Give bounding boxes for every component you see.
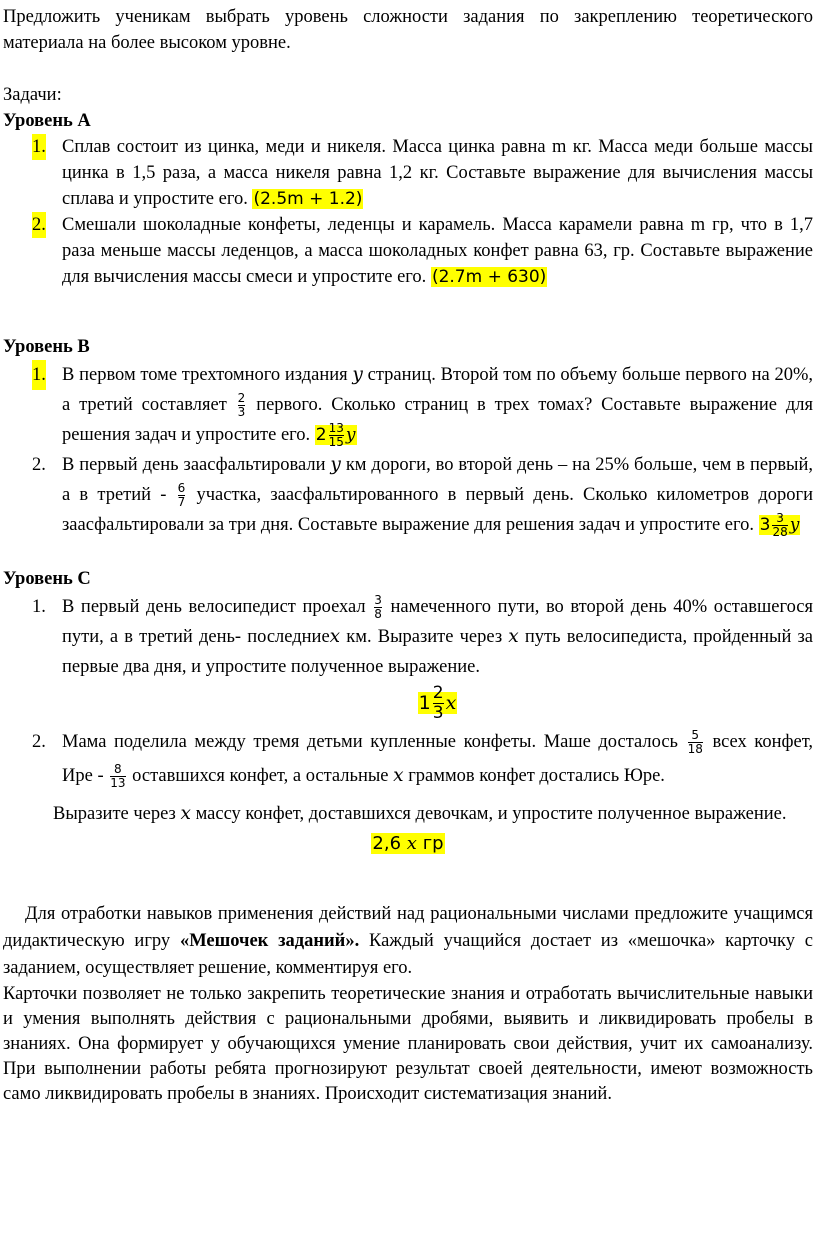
level-b-task-2 bbox=[3, 450, 813, 540]
task-text-part: граммов конфет достались Юре. bbox=[408, 766, 665, 786]
task-answer bbox=[371, 833, 444, 854]
math-variable: x bbox=[445, 692, 457, 714]
task-answer bbox=[759, 510, 801, 539]
task-answer: (2.7m + 630) bbox=[431, 267, 547, 287]
level-a-title: Уровень А bbox=[3, 111, 91, 131]
math-variable: x bbox=[406, 833, 417, 854]
fraction-denominator: 7 bbox=[177, 495, 186, 510]
fraction-numerator: 3 bbox=[776, 510, 784, 525]
fraction-denominator: 18 bbox=[687, 742, 703, 757]
task-number: 2. bbox=[32, 212, 46, 238]
task-number: 2. bbox=[32, 455, 46, 475]
fraction-denominator: 13 bbox=[110, 776, 126, 791]
task-answer bbox=[315, 420, 357, 449]
math-variable: y bbox=[352, 364, 363, 385]
fraction-numerator: 5 bbox=[691, 728, 700, 743]
fraction-numerator: 13 bbox=[328, 420, 344, 435]
math-variable: y bbox=[330, 454, 341, 475]
task-text-part: первого. Сколько страниц в трех томах? Составьте выражение для решения задач и упростите его. bbox=[62, 395, 813, 445]
answer-whole: 3 bbox=[759, 515, 771, 535]
task-text-part: В первом томе трехтомного издания bbox=[62, 365, 348, 385]
fraction bbox=[374, 594, 382, 621]
level-c-task-2-continuation bbox=[3, 801, 813, 827]
answer-fraction bbox=[433, 684, 444, 723]
math-variable: x bbox=[508, 626, 519, 647]
answer-whole: 1 bbox=[418, 692, 431, 714]
level-c-title: Уровень С bbox=[3, 569, 91, 589]
intro-paragraph: Предложить ученикам выбрать уровень сложности задания по закреплению теоретического материала на более высоком уровне. bbox=[3, 7, 813, 53]
task-number: 1. bbox=[32, 134, 46, 160]
answer-whole: 2 bbox=[315, 425, 327, 445]
task-answer bbox=[418, 683, 458, 723]
math-variable: x bbox=[329, 626, 341, 647]
fraction-denominator: 28 bbox=[772, 524, 788, 539]
level-c-task-2 bbox=[3, 725, 813, 793]
fraction-denominator: 3 bbox=[432, 703, 444, 723]
task-text: Смешали шоколадные конфеты, леденцы и карамель. Масса карамели равна m гр, что в 1,7 раза меньше массы леденцов, а масса шоколадных конфет равна 63, гр. Составьте выражение для вычисления массы смеси и упростите его. bbox=[62, 215, 813, 287]
level-c-task-1 bbox=[3, 592, 813, 725]
game-text: Для отработки навыков применения действий над рациональными числами предложите учащимся дидактическую игру bbox=[3, 904, 813, 951]
document-page bbox=[3, 4, 813, 1107]
answer-value: 2,6 bbox=[372, 833, 402, 854]
fraction bbox=[688, 729, 703, 756]
fraction-denominator: 15 bbox=[328, 434, 344, 449]
tasks-heading: Задачи: bbox=[3, 85, 62, 105]
fraction-numerator: 3 bbox=[374, 593, 382, 608]
fraction-numerator: 2 bbox=[237, 391, 246, 406]
game-text: Каждый учащийся достает из «мешочка» карточку с заданием, осуществляет решение, комментируя его. bbox=[3, 931, 813, 978]
task-text-part: В первый день заасфальтировали bbox=[62, 455, 326, 475]
level-a-task-1 bbox=[3, 134, 813, 212]
fraction bbox=[178, 482, 186, 509]
task-text: Сплав состоит из цинка, меди и никеля. Масса цинка равна m кг. Масса меди больше массы цинка в 1,5 раза, а масса никеля равна 1,2 кг. Составьте выражение для вычисления массы сплава и упростите его. bbox=[62, 137, 813, 209]
task-answer-row bbox=[62, 682, 813, 725]
math-variable: x bbox=[180, 803, 191, 824]
task-text-part: массу конфет, доставшихся девочкам, и упростите полученное выражение. bbox=[195, 804, 787, 824]
fraction-numerator: 6 bbox=[177, 481, 186, 496]
fraction-denominator: 8 bbox=[374, 607, 382, 622]
task-text-part: Выразите через bbox=[53, 804, 176, 824]
task-text-part: км. Выразите через bbox=[346, 627, 503, 647]
level-b-task-1 bbox=[3, 360, 813, 450]
task-number: 1. bbox=[32, 360, 46, 390]
game-title: «Мешочек заданий». bbox=[179, 931, 360, 951]
answer-unit: гр bbox=[422, 833, 444, 854]
level-b-title: Уровень В bbox=[3, 337, 90, 357]
math-variable: x bbox=[393, 765, 404, 786]
fraction-numerator: 2 bbox=[432, 683, 444, 703]
fraction-denominator: 3 bbox=[237, 405, 246, 420]
task-text-part: страниц. Второй том по объему больше первого на 20%, а третий составляет bbox=[62, 365, 814, 415]
cards-paragraph: Карточки позволяет не только закрепить теоретические знания и отработать вычислительные навыки и умения выполнять действия с рациональными дробями, выявить и ликвидировать пробелы в знаниях. Она формирует у обучающихся умение планировать свои действия, учит их самоанализу. При выполнении работы ребята прогнозируют результат своей деятельности, имеют возможность само ликвидировать пробелы в знаниях. Происходит систематизация знаний. bbox=[3, 984, 813, 1104]
task-answer: (2.5m + 1.2) bbox=[253, 189, 363, 209]
fraction-numerator: 8 bbox=[114, 762, 122, 777]
task-text-part: намеченного пути, во второй день 40% оставшегося пути, а в третий день- последние bbox=[62, 597, 814, 647]
game-paragraph bbox=[3, 901, 813, 982]
fraction bbox=[110, 763, 125, 790]
math-variable: y bbox=[345, 425, 356, 445]
task-text-part: оставшихся конфет, а остальные bbox=[132, 766, 389, 786]
level-c-answer-row bbox=[3, 827, 813, 857]
task-text-part: км дороги, во второй день – на 25% больше, чем в первый, а в третий - bbox=[62, 455, 814, 505]
answer-fraction bbox=[772, 512, 787, 539]
task-text-part: участка, заасфальтированного в первый день. Сколько километров дороги заасфальтировали за три дня. Составьте выражение для решения задач и упростите его. bbox=[62, 485, 813, 535]
task-number: 1. bbox=[32, 597, 46, 617]
math-variable: y bbox=[789, 515, 800, 535]
fraction bbox=[238, 392, 246, 419]
task-number: 2. bbox=[32, 732, 46, 752]
answer-fraction bbox=[329, 422, 344, 449]
task-text-part: путь велосипедиста, пройденный за первые два дня, и упростите полученное выражение. bbox=[62, 627, 814, 677]
task-text-part: всех конфет, Ире - bbox=[62, 732, 814, 786]
task-text-part: В первый день велосипедист проехал bbox=[62, 597, 366, 617]
level-a-task-2 bbox=[3, 212, 813, 290]
task-text-part: Мама поделила между тремя детьми купленные конфеты. Маше досталось bbox=[62, 732, 678, 752]
